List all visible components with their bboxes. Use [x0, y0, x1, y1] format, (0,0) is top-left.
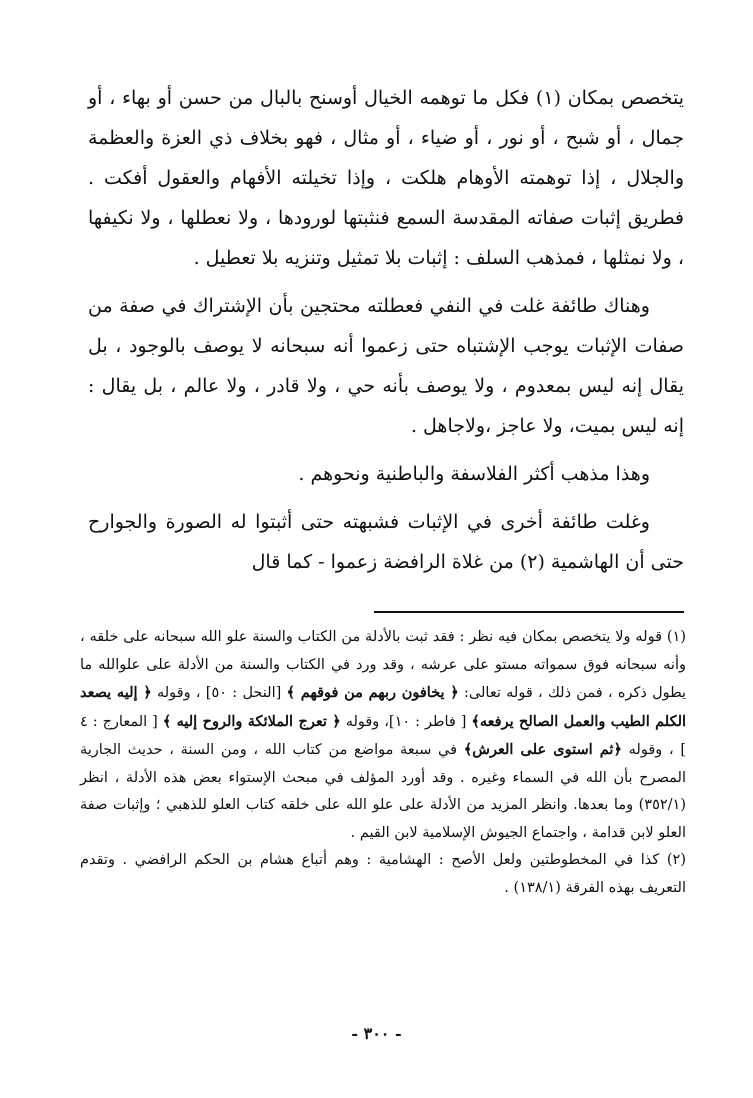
paragraph-4: وغلت طائفة أخرى في الإثبات فشبهته حتى أثبتوا له الصورة والجوارح حتى أن الهاشمية (٢) من غلاة الرافضة زعموا - كما قال [88, 511, 684, 573]
footnote-2 [80, 847, 686, 902]
main-text [88, 78, 684, 590]
quran-quote-4: ﴿ثم استوى على العرش﴾ [463, 741, 622, 758]
paragraph-3: وهذا مذهب أكثر الفلاسفة والباطنية ونحوهم . [298, 463, 650, 485]
footnote-2-text: كذا في المخطوطتين ولعل الأصح : الهشامية : وهم أتباع هشام بن الحكم الرافضي . وتقدم التعريف بهذه الفرقة (١٣٨/١) . [80, 852, 686, 896]
footnote-1-marker: (١) [666, 629, 687, 645]
footnotes [80, 624, 686, 902]
footnote-2-marker: (٢) [666, 852, 686, 868]
quran-ref-1: [النحل : ٥٠] ، وقوله [156, 685, 282, 701]
quran-ref-2: [ فاطر : ١٠]، وقوله [345, 713, 467, 730]
footnote-1-text: قوله ولا يتخصص بمكان فيه نظر : فقد ثبت بالأدلة من الكتاب والسنة علو الله سبحانه على خلقه ، وأنه سبحانه فوق سمواته مستو على عرشه ، وقد ورد في الكتاب والسنة من الأدلة على علوالله ما يطول ذكره ، فمن ذلك ، قوله تعالى: [80, 629, 687, 701]
page-number: - ٣٠٠ - [351, 1024, 402, 1043]
paragraph-1: يتخصص بمكان (١) فكل ما توهمه الخيال أوسنح بالبال من حسن أو بهاء ، أو جمال ، أو شبح ، أو نور ، أو ضياء ، أو مثال ، فهو بخلاف ذي العزة والعظمة والجلال ، إذا توهمته الأوهام هلكت ، وإذا تخيلته الأفهام والعقول أفكت . فطريق إثبات صفاته المقدسة السمع فنثبتها لورودها ، ولا نعطلها ، ولا نكيفها ، ولا نمثلها ، فمذهب السلف : إثبات بلا تمثيل وتنزيه بلا تعطيل . [88, 87, 684, 269]
footnote-1-rest: في سبعة مواضع من كتاب الله ، ومن السنة ، حديث الجارية المصرح بأن الله في السماء وغيره . وقد أورد المؤلف في مبحث الإستواء بعض هذه الأدلة ، انظر (٣٥٢/١) وما بعدها. وانظر المزيد من الأدلة على علو الله على خلقه كتاب العلو للذهبي ؛ وإثبات صفة العلو لابن قدامة ، واجتماع الجيوش الإسلامية لابن القيم . [80, 742, 686, 841]
quran-quote-3: ﴿ تعرج الملائكة والروح إليه ﴾ [162, 712, 341, 730]
quran-ref-3: [ المعارج : ٤ ] ، وقوله [80, 713, 687, 758]
footnote-1 [80, 624, 686, 847]
footnote-separator [374, 611, 684, 613]
quran-quote-2: ﴿ إليه يصعد الكلم الطيب والعمل الصالح يرفعه﴾ [80, 684, 687, 730]
quran-quote-1: ﴿ يخافون ربهم من فوقهم ﴾ [286, 684, 459, 701]
paragraph-2: وهناك طائفة غلت في النفي فعطلته محتجين بأن الإشتراك في صفة من صفات الإثبات يوجب الإشتباه حتى زعموا أنه سبحانه لا يوصف بالوجود ، بل يقال إنه ليس بمعدوم ، ولا يوصف بأنه حي ، ولا قادر ، ولا عالم ، بل يقال : إنه ليس بميت، ولا عاجز ،ولاجاهل . [88, 295, 684, 437]
